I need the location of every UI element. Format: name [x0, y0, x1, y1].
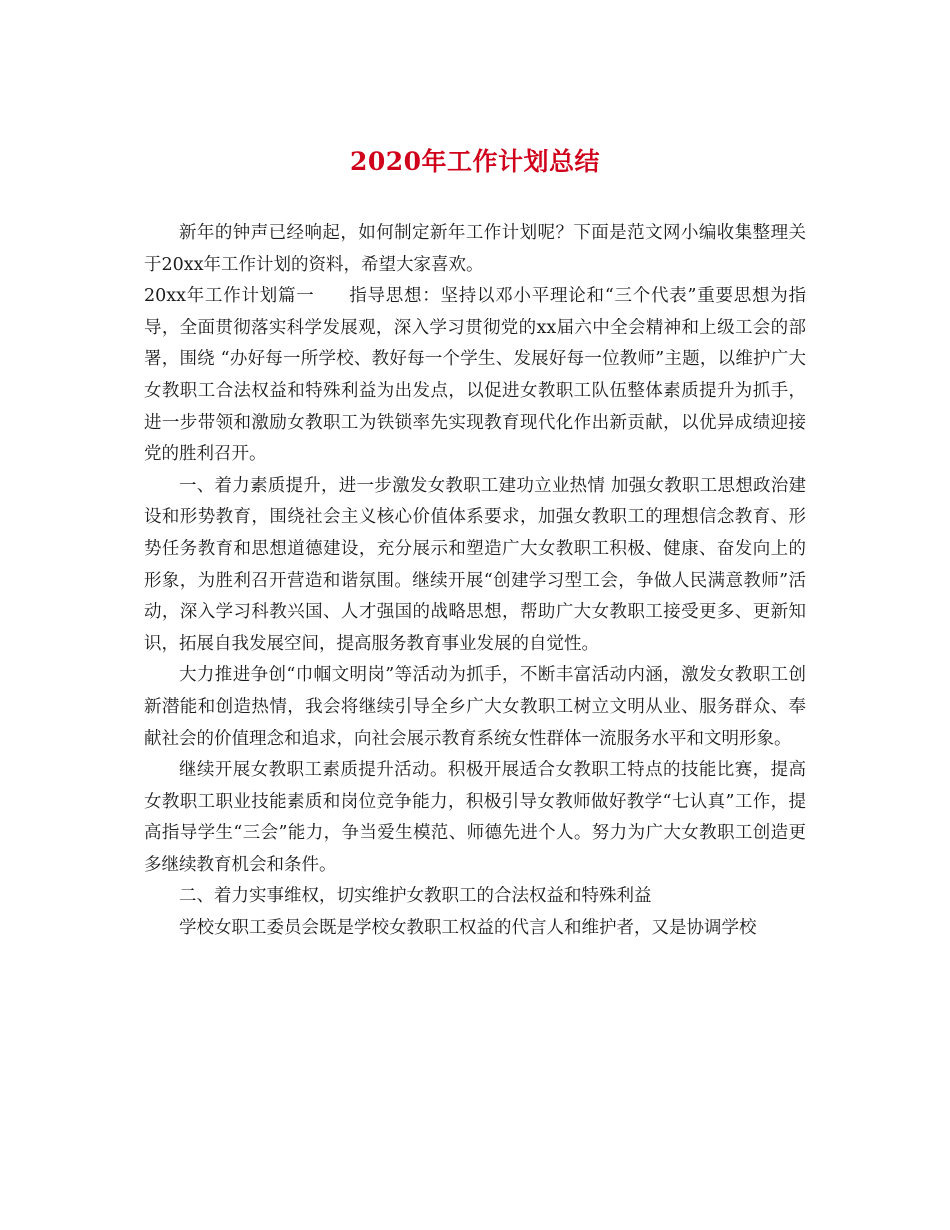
- document-body: [144, 218, 806, 945]
- section-one-paragraph: 一、着力素质提升，进一步激发女教职工建功立业热情 加强女教职工思想政治建设和形势教育，围绕社会主义核心价值体系要求，加强女教职工的理想信念教育、形势任务教育和思想道德建设，充分展示和塑造广大女教职工积极、健康、奋发向上的形象，为胜利召开营造和谐氛围。继续开展“创建学习型工会，争做人民满意教师”活动，深入学习科教兴国、人才强国的战略思想，帮助广大女教职工接受更多、更新知识，拓展自我发展空间，提高服务教育事业发展的自觉性。: [144, 475, 806, 654]
- intro-paragraph: 新年的钟声已经响起，如何制定新年工作计划呢？下面是范文网小编收集整理关于20xx年工作计划的资料，希望大家喜欢。: [144, 223, 806, 275]
- quality-improvement-paragraph: 继续开展女教职工素质提升活动。积极开展适合女教职工特点的技能比赛，提高女教职工职业技能素质和岗位竞争能力，积极引导女教师做好教学“七认真”工作，提高指导学生“三会”能力，争当爱生模范、师德先进个人。努力为广大女教职工创造更多继续教育机会和条件。: [144, 760, 806, 875]
- document-title: 2020年工作计划总结: [349, 147, 601, 176]
- plan-heading: 20xx年工作计划篇一: [144, 286, 315, 307]
- plan-paragraph-text: 为指导，全面贯彻落实科学发展观，深入学习贯彻党的xx届六中全会精神和上级工会的部署，围绕 “办好每一所学校、教好每一个学生、发展好每一位教师”主题，以维护广大女教职工合法权益和特殊利益为出发点，以促进女教职工队伍整体素质提升为抓手，进一步带领和激励女教职工为铁锁率先实现教育现代化作出新贡献，以优异成绩迎接党的胜利召开。: [144, 286, 806, 465]
- plan-first-line: 指导思想：坚持以邓小平理论和“三个代表”重要思想: [348, 286, 771, 307]
- section-two-heading: 二、着力实事维权，切实维护女教职工的合法权益和特殊利益: [179, 886, 652, 907]
- civilization-post-paragraph: 大力推进争创“巾帼文明岗”等活动为抓手，不断丰富活动内涵，激发女教职工创新潜能和创造热情，我会将继续引导全乡广大女教职工树立文明从业、服务群众、奉献社会的价值理念和追求，向社会展示教育系统女性群体一流服务水平和文明形象。: [144, 665, 806, 749]
- plan-section-paragraph: [144, 281, 806, 471]
- committee-paragraph: 学校女职工委员会既是学校女教职工权益的代言人和维护者，又是协调学校: [179, 918, 757, 939]
